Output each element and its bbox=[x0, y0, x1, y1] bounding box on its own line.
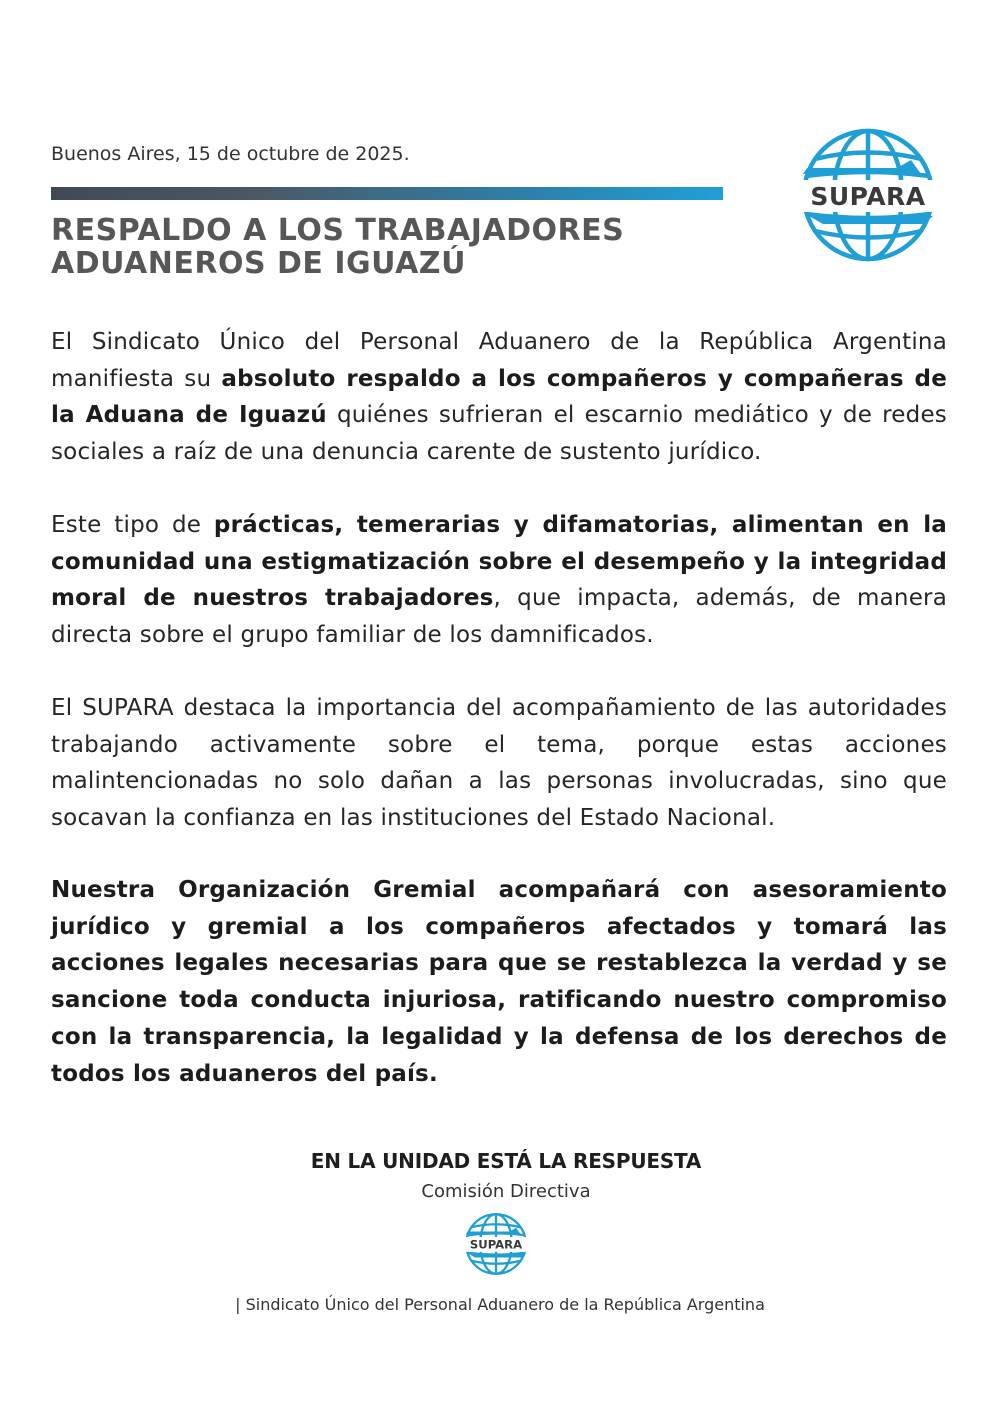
paragraph-authorities: El SUPARA destaca la importancia del acompañamiento de las autoridades trabajando activamente sobre el tema, porque estas acciones malintencionadas no solo dañan a las personas involucradas, sino que socavan la confianza en las instituciones del Estado Nacional. bbox=[51, 695, 947, 832]
closing-signer: Comisión Directiva bbox=[421, 1181, 591, 1202]
p2-text-c: , que impacta, además, de manera directa sobre el grupo familiar de los damnificados. bbox=[51, 585, 947, 649]
paragraph-support bbox=[51, 324, 947, 471]
p1-text-c: quiénes sufrieran el escarnio mediático y de redes sociales a raíz de una denuncia carente de sustento jurídico. bbox=[51, 402, 947, 466]
document-title bbox=[51, 214, 751, 280]
p1-text-bold: absoluto respaldo a los compañeros y compañeras de la Aduana de Iguazú bbox=[51, 365, 947, 429]
title-line-2: ADUANEROS DE IGUAZÚ bbox=[51, 246, 466, 281]
paragraph-practices bbox=[51, 507, 947, 654]
logo-wordmark-small: SUPARA bbox=[469, 1237, 523, 1252]
title-line-1: RESPALDO A LOS TRABAJADORES bbox=[51, 213, 625, 248]
closing-motto: EN LA UNIDAD ESTÁ LA RESPUESTA bbox=[310, 1149, 702, 1173]
p2-text-a: Este tipo de bbox=[51, 512, 214, 538]
p1-text-a: El Sindicato Único del Personal Aduanero de la República Argentina manifiesta su bbox=[51, 329, 947, 392]
supara-globe-logo-small bbox=[461, 1211, 531, 1277]
supara-globe-logo bbox=[793, 124, 943, 266]
header-divider bbox=[51, 187, 723, 200]
p2-text-bold: prácticas, temerarias y difamatorias, alimentan en la comunidad una estigmatización sobre el desempeño y la integridad moral de nuestros trabajadores bbox=[51, 512, 948, 612]
logo-wordmark: SUPARA bbox=[810, 182, 926, 211]
document-date: Buenos Aires, 15 de octubre de 2025. bbox=[51, 143, 410, 165]
footer-organization: | Sindicato Único del Personal Aduanero de la República Argentina bbox=[235, 1295, 765, 1314]
paragraph-commitment: Nuestra Organización Gremial acompañará con asesoramiento jurídico y gremial a los compañeros afectados y tomará las acciones legales necesarias para que se restablezca la verdad y se sancione toda conducta injuriosa, ratificando nuestro compromiso con la transparencia, la legalidad y la defensa de los derechos de todos los aduaneros del país. bbox=[51, 877, 947, 1087]
